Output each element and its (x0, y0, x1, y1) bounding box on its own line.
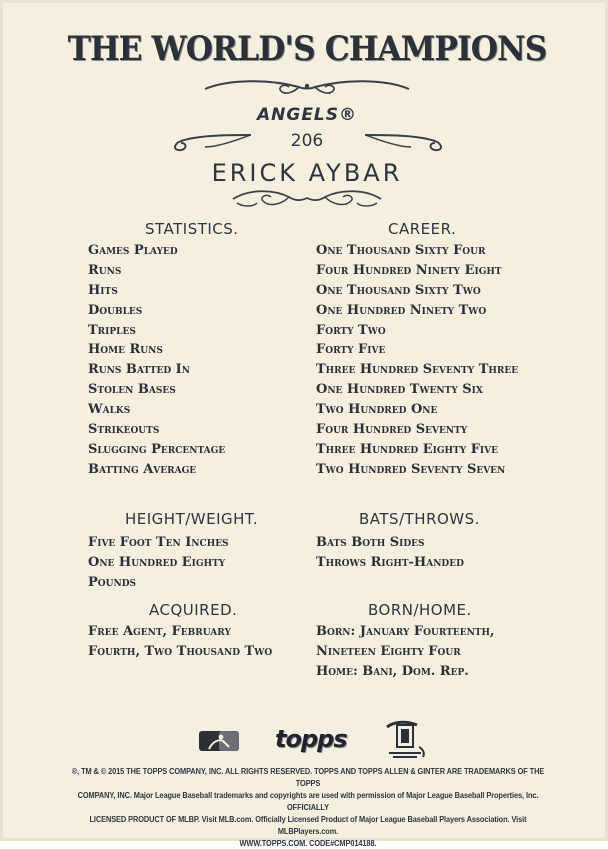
stat-label-list (88, 241, 225, 480)
career-value-list (316, 241, 518, 480)
career-value: Two Hundred Seventy Seven (316, 461, 506, 477)
title-swirl-ornament-icon (199, 75, 415, 101)
career-value: One Thousand Sixty Four (316, 243, 486, 258)
career-value: Three Hundred Seventy Three (316, 362, 519, 378)
stat-label: Hits (88, 282, 118, 298)
career-value: Two Hundred One (316, 402, 438, 418)
career-value: Four Hundred Seventy (316, 422, 468, 438)
height-weight-line: One Hundred Eighty (88, 555, 226, 570)
legal-line: COMPANY, INC. Major League Baseball trademarks and copyrights are used with permission of Major League Baseball Properties, Inc. OFFICIALLY (77, 790, 539, 812)
born-home-block (316, 622, 495, 682)
stat-label: Runs Batted In (88, 362, 190, 378)
career-value: Three Hundred Eighty Five (316, 441, 498, 457)
stat-label: Batting Average (88, 461, 197, 477)
stat-label: Slugging Percentage (88, 441, 226, 457)
bats-throws-line: Bats Both Sides (316, 535, 425, 550)
legal-text (72, 765, 545, 849)
acquired-line: Fourth, Two Thousand Two (88, 644, 273, 659)
bats-throws-block (316, 533, 464, 573)
born-home-line: Nineteen Eighty Four (316, 644, 461, 659)
stat-label: Stolen Bases (88, 382, 176, 398)
logo-strip (3, 715, 608, 765)
bats-throws-line: Throws Right-Handed (316, 555, 464, 570)
legal-line: LICENSED PRODUCT OF MLBP. Visit MLB.com. Officially Licensed Product of Major League Baseball Players Association. Visit MLBPlayers.com. (89, 814, 527, 836)
acquired-block (88, 622, 272, 662)
born-home-line: Home: Bani, Dom. Rep. (316, 664, 469, 679)
player-name: ERICK AYBAR (211, 159, 403, 187)
stat-label: Runs (88, 262, 122, 278)
topps-logo: topps (275, 725, 347, 753)
statistics-heading: STATISTICS. (145, 220, 239, 238)
bats-throws-heading: BATS/THROWS. (359, 510, 480, 528)
stat-label: Triples (88, 322, 136, 338)
team-name: ANGELS® (256, 105, 358, 125)
born-home-heading: BORN/HOME. (368, 601, 472, 619)
career-value: Forty Five (316, 342, 386, 358)
career-value: One Hundred Twenty Six (316, 382, 483, 398)
stat-label: Strikeouts (88, 422, 160, 438)
card-number: 206 (290, 131, 324, 151)
legal-line: WWW.TOPPS.COM. CODE#CMP014188. (239, 838, 377, 848)
allen-ginter-crest-icon (383, 717, 427, 761)
stat-label: Walks (88, 402, 131, 418)
right-flourish-icon (363, 129, 447, 155)
height-weight-line: Pounds (88, 575, 136, 590)
mlb-logo-icon (199, 731, 239, 751)
acquired-heading: ACQUIRED. (149, 601, 238, 619)
career-value: Four Hundred Ninety Eight (316, 262, 502, 278)
stat-label: Doubles (88, 302, 143, 318)
legal-line: ®, TM & © 2015 THE TOPPS COMPANY, INC. ALL RIGHTS RESERVED. TOPPS AND TOPPS ALLEN & GINTER ARE TRADEMARKS OF THE TOPPS (71, 766, 545, 788)
height-weight-block (88, 533, 229, 593)
career-heading: CAREER. (388, 220, 457, 238)
born-home-line: Born: January Fourteenth, (316, 624, 495, 639)
career-value: Forty Two (316, 322, 386, 338)
height-weight-heading: HEIGHT/WEIGHT. (125, 510, 259, 528)
card-header-title: THE WORLD'S CHAMPIONS (67, 29, 547, 69)
career-value: One Hundred Ninety Two (316, 302, 487, 318)
name-swirl-ornament-icon (229, 187, 385, 211)
stat-label: Games Played (88, 243, 178, 258)
height-weight-line: Five Foot Ten Inches (88, 535, 229, 550)
acquired-line: Free Agent, February (88, 624, 231, 639)
stat-label: Home Runs (88, 342, 163, 358)
career-value: One Thousand Sixty Two (316, 282, 481, 298)
